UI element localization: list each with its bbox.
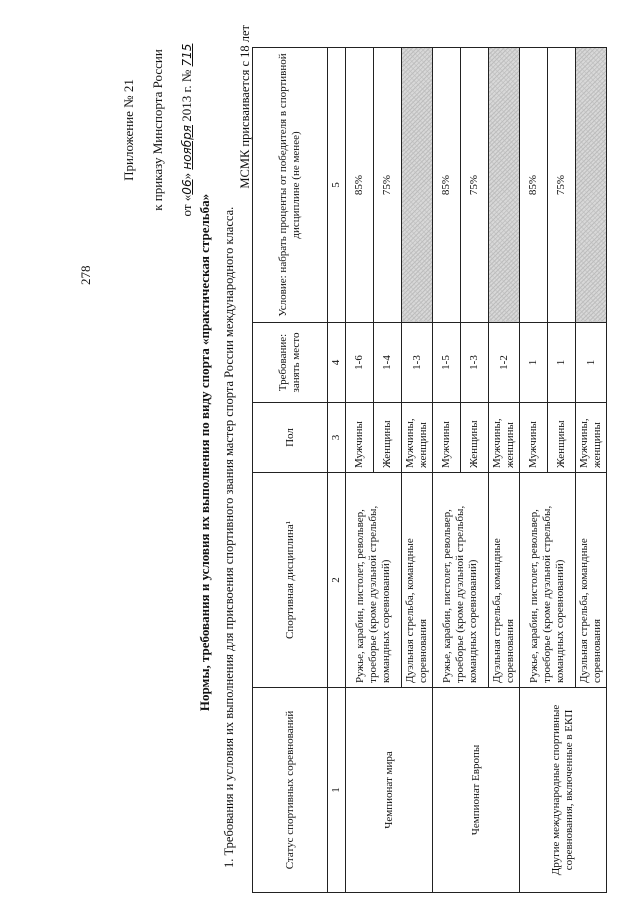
sex-cell: Мужчины [346, 403, 374, 473]
order-number: 715 [180, 43, 194, 67]
status-cell: Чемпионат Европы [433, 688, 520, 893]
place-cell: 1 [576, 323, 607, 403]
place-cell: 1 [548, 323, 576, 403]
discipline-cell: Ружье, карабин, пистолет, револьвер, троеборье (кроме дуэльной стрельбы, командных соревнований) [346, 473, 402, 688]
percent-cell: 75% [374, 48, 402, 323]
table-note: МСМК присваивается с 18 лет [238, 25, 252, 189]
header-status: Статус спортивных соревнований [253, 688, 328, 893]
sex-cell: Мужчины [520, 403, 548, 473]
column-number: 1 [328, 688, 346, 893]
appendix-line2: к приказу Минспорта России [150, 49, 165, 211]
table-row [346, 48, 374, 893]
discipline-cell: Дуэльная стрельба, командные соревнования [489, 473, 520, 688]
table-row [433, 48, 461, 893]
percent-cell: 85% [520, 48, 548, 323]
date-year: 2013 г. № [179, 69, 194, 122]
sex-cell: Женщины [461, 403, 489, 473]
header-percent: Условие: набрать проценты от победителя в спортивной дисциплине (не менее) [253, 48, 328, 323]
hatched-cell [402, 48, 433, 323]
header-row [253, 48, 328, 893]
column-number-row [328, 48, 346, 893]
place-cell: 1 [520, 323, 548, 403]
document-subtitle: 1. Требования и условия их выполнения для присвоения спортивного звания мастер спорта России международного класса. [222, 206, 236, 868]
header-discipline: Спортивная дисциплина¹ [253, 473, 328, 688]
table-row [520, 48, 548, 893]
header-place: Требование: занять место [253, 323, 328, 403]
header-sex: Пол [253, 403, 328, 473]
place-cell: 1-2 [489, 323, 520, 403]
percent-cell: 85% [433, 48, 461, 323]
discipline-cell: Ружье, карабин, пистолет, револьвер, троеборье (кроме дуэльной стрельбы, командных соревнований) [433, 473, 489, 688]
hatched-cell [489, 48, 520, 323]
column-number: 2 [328, 473, 346, 688]
sex-cell: Женщины [548, 403, 576, 473]
hatched-cell [576, 48, 607, 323]
percent-cell: 75% [548, 48, 576, 323]
status-cell: Другие международные спортивные соревнования, включенные в ЕКП [520, 688, 607, 893]
discipline-cell: Ружье, карабин, пистолет, револьвер, троеборье (кроме дуэльной стрельбы, командных соревнований) [520, 473, 576, 688]
status-cell: Чемпионат мира [346, 688, 433, 893]
place-cell: 1-6 [346, 323, 374, 403]
sex-cell: Мужчины [433, 403, 461, 473]
date-month: ноября [180, 125, 194, 170]
column-number: 5 [328, 48, 346, 323]
sex-cell: Женщины [374, 403, 402, 473]
place-cell: 1-4 [374, 323, 402, 403]
column-number: 3 [328, 403, 346, 473]
sex-cell: Мужчины, женщины [402, 403, 433, 473]
column-number: 4 [328, 323, 346, 403]
date-mid: » [179, 172, 194, 180]
discipline-cell: Дуэльная стрельба, командные соревнования [402, 473, 433, 688]
place-cell: 1-3 [461, 323, 489, 403]
percent-cell: 75% [461, 48, 489, 323]
percent-cell: 85% [346, 48, 374, 323]
appendix-line1: Приложение № 21 [121, 79, 136, 181]
place-cell: 1-5 [433, 323, 461, 403]
document-title: Нормы, требования и условия их выполнения по виду спорта «практическая стрельба» [197, 193, 212, 712]
date-prefix: от « [179, 194, 194, 217]
place-cell: 1-3 [402, 323, 433, 403]
appendix-block [114, 30, 202, 230]
discipline-cell: Дуэльная стрельба, командные соревнования [576, 473, 607, 688]
sex-cell: Мужчины, женщины [576, 403, 607, 473]
sex-cell: Мужчины, женщины [489, 403, 520, 473]
norms-table [252, 47, 607, 893]
date-day: 06 [180, 179, 194, 195]
page-number: 278 [78, 265, 93, 285]
